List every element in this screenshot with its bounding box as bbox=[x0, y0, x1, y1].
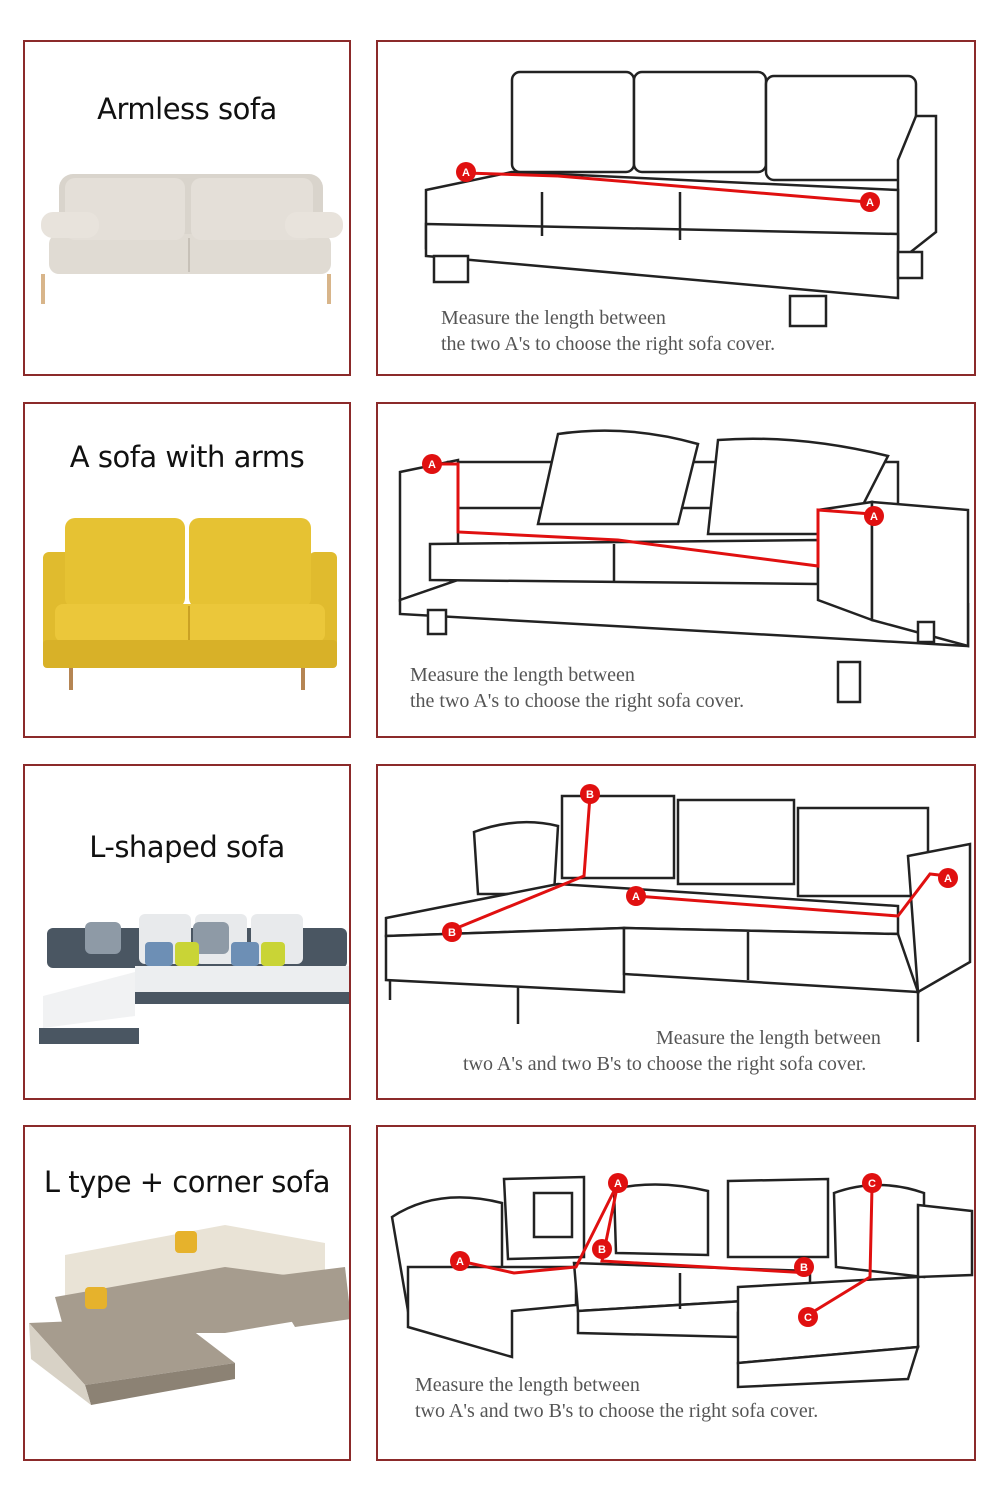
svg-text:A: A bbox=[456, 1256, 464, 1268]
caption-line-1: Measure the length between bbox=[441, 307, 666, 329]
badge-a-middle bbox=[626, 886, 646, 906]
badge-c-top bbox=[862, 1173, 882, 1193]
badge-b-right bbox=[794, 1257, 814, 1277]
svg-text:C: C bbox=[804, 1312, 812, 1324]
svg-text:A: A bbox=[614, 1178, 622, 1190]
svg-text:A: A bbox=[944, 873, 952, 885]
lshape-sofa-diagram-card bbox=[376, 764, 976, 1100]
svg-text:B: B bbox=[448, 927, 456, 939]
badge-a-left bbox=[450, 1251, 470, 1271]
caption-line-2: two A's and two B's to choose the right sofa cover. bbox=[463, 1053, 867, 1075]
lshape-sofa-photo-card bbox=[23, 764, 351, 1100]
armless-sofa-diagram-card bbox=[376, 40, 976, 376]
panel-title: L-shaped sofa bbox=[89, 830, 285, 864]
svg-text:B: B bbox=[598, 1244, 606, 1256]
badge-a-left bbox=[422, 454, 442, 474]
badge-a-left bbox=[456, 162, 476, 182]
badge-a-right bbox=[860, 192, 880, 212]
svg-text:A: A bbox=[866, 197, 874, 209]
caption-line-1: Measure the length between bbox=[410, 664, 635, 686]
armless-sofa-photo-card bbox=[23, 40, 351, 376]
svg-text:C: C bbox=[868, 1178, 876, 1190]
svg-text:A: A bbox=[462, 167, 470, 179]
svg-text:A: A bbox=[870, 511, 878, 523]
svg-text:B: B bbox=[586, 789, 594, 801]
badge-b-left bbox=[592, 1239, 612, 1259]
caption-line-1: Measure the length between bbox=[656, 1027, 881, 1049]
caption-line-2: the two A's to choose the right sofa cover. bbox=[441, 333, 776, 355]
svg-text:A: A bbox=[632, 891, 640, 903]
badge-b-bottom bbox=[442, 922, 462, 942]
svg-text:A: A bbox=[428, 459, 436, 471]
caption-line-1: Measure the length between bbox=[415, 1374, 640, 1396]
caption-line-2: the two A's to choose the right sofa cover. bbox=[410, 690, 745, 712]
badge-a-right bbox=[864, 506, 884, 526]
arms-sofa-photo-card bbox=[23, 402, 351, 738]
lshape-sofa-image bbox=[25, 766, 351, 1100]
arms-sofa-image bbox=[25, 404, 351, 738]
corner-sofa-diagram-card bbox=[376, 1125, 976, 1461]
panel-title: A sofa with arms bbox=[69, 440, 305, 474]
corner-sofa-image bbox=[25, 1127, 351, 1461]
caption-line-2: two A's and two B's to choose the right sofa cover. bbox=[415, 1400, 819, 1422]
armless-sofa-image bbox=[25, 42, 351, 376]
panel-title: L type + corner sofa bbox=[43, 1165, 331, 1199]
arms-sofa-diagram-card bbox=[376, 402, 976, 738]
corner-sofa-photo-card bbox=[23, 1125, 351, 1461]
panel-title: Armless sofa bbox=[97, 92, 277, 126]
badge-c-bottom bbox=[798, 1307, 818, 1327]
badge-a-top bbox=[608, 1173, 628, 1193]
badge-a-right bbox=[938, 868, 958, 888]
svg-text:B: B bbox=[800, 1262, 808, 1274]
badge-b-top bbox=[580, 784, 600, 804]
